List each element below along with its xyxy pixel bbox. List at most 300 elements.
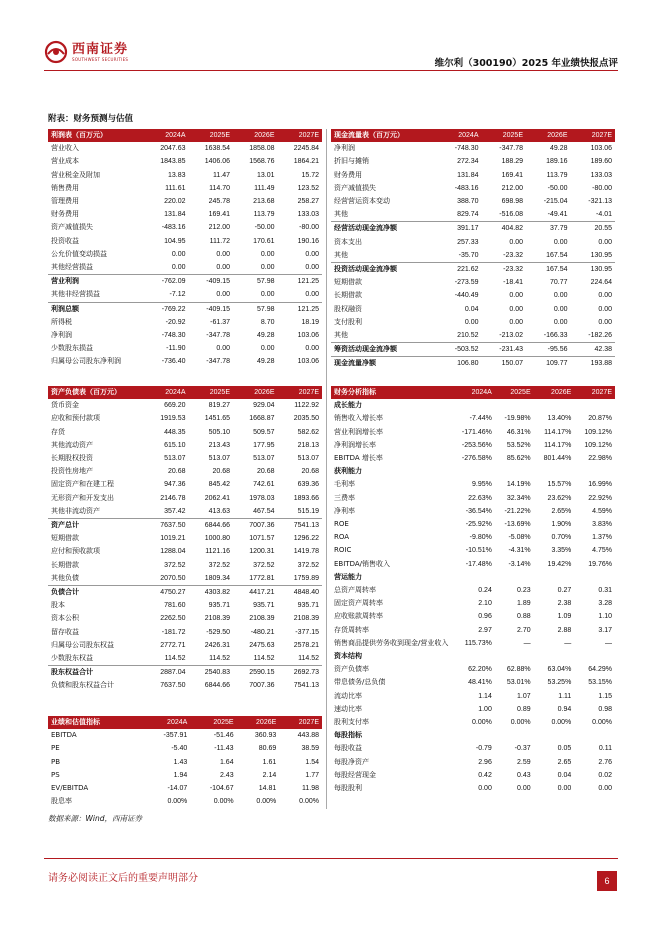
cell-value: 131.84 xyxy=(164,211,186,219)
table-row xyxy=(48,612,322,625)
row-label: 股本 xyxy=(51,601,65,610)
cell-value: -5.08% xyxy=(508,534,531,542)
cell-value: 0.00% xyxy=(510,719,531,727)
cell-value: 1.77 xyxy=(305,771,319,779)
cell-value: 53.52% xyxy=(506,441,531,449)
year-header: 2025E xyxy=(482,129,527,142)
table-row xyxy=(48,626,322,639)
cell-value: 2.96 xyxy=(478,758,492,766)
cell-value: -529.50 xyxy=(206,628,230,636)
year-header: 2025E xyxy=(189,386,234,399)
cell-value: 1.15 xyxy=(598,692,612,700)
cell-value: -409.15 xyxy=(189,302,234,316)
cell-value: 0.00 xyxy=(216,264,230,272)
year-header: 2024A xyxy=(451,386,494,399)
cell-value: 1.64 xyxy=(219,758,234,766)
row-label: 股利支付率 xyxy=(334,718,369,727)
cell-value: 0.00 xyxy=(598,238,612,246)
cell-value: 505.10 xyxy=(208,428,230,436)
cell-value: -49.41 xyxy=(547,211,568,219)
year-header: 2025E xyxy=(189,129,234,142)
table-row xyxy=(48,288,322,302)
cell-value: 16.99% xyxy=(588,481,612,489)
cell-value: 0.00 xyxy=(553,305,568,313)
cell-value: -0.37 xyxy=(514,745,531,753)
cell-value: 167.54 xyxy=(526,263,571,277)
cell-value: 515.19 xyxy=(297,507,319,515)
cell-value: 0.00 xyxy=(260,264,275,272)
cell-value: 2108.39 xyxy=(249,615,275,623)
year-header: 2024A xyxy=(144,386,189,399)
cell-value: 20.68 xyxy=(167,468,186,476)
row-label: 存货 xyxy=(51,427,65,436)
cell-value: 2.76 xyxy=(598,758,612,766)
row-label: 短期借款 xyxy=(51,534,79,543)
cell-value: -7.44% xyxy=(469,415,492,423)
cell-value: 829.74 xyxy=(457,211,479,219)
cell-value: 2.88 xyxy=(557,626,572,634)
row-label: PE xyxy=(51,744,60,753)
cell-value: 8.70 xyxy=(260,318,275,326)
cell-value: 1.90% xyxy=(551,521,572,529)
cell-value: 0.27 xyxy=(557,587,572,595)
row-label: 归属母公司股东权益 xyxy=(51,640,114,649)
cell-value: -4.31% xyxy=(508,547,531,555)
cell-value: 272.34 xyxy=(457,158,479,166)
cell-value xyxy=(495,571,534,584)
cell-value: 1759.89 xyxy=(293,574,319,582)
table-row xyxy=(48,769,322,782)
table-row xyxy=(331,195,615,208)
cell-value: 85.62% xyxy=(506,455,531,463)
cell-value: 0.00 xyxy=(305,264,319,272)
cell-value: 103.06 xyxy=(297,358,319,366)
cell-value: -480.21 xyxy=(250,628,275,636)
cell-value: 0.00 xyxy=(598,785,612,793)
cell-value: 0.89 xyxy=(517,705,531,713)
cell-value: -276.58% xyxy=(461,455,492,463)
table-row xyxy=(331,531,615,544)
table-row xyxy=(331,478,615,491)
cell-value: 2.43 xyxy=(219,771,234,779)
cell-value: -3.14% xyxy=(508,560,531,568)
cell-value: 15.57% xyxy=(547,481,572,489)
cell-value: 22.98% xyxy=(588,455,612,463)
cell-value: 947.36 xyxy=(164,481,186,489)
cell-value: 220.02 xyxy=(164,198,186,206)
cell-value: 935.71 xyxy=(253,602,275,610)
row-label: 管理费用 xyxy=(51,197,79,206)
row-label: 其他 xyxy=(334,250,348,259)
logo-en: SOUTHWEST SECURITIES xyxy=(72,56,129,62)
row-label: 留存收益 xyxy=(51,627,79,636)
cell-value: 467.54 xyxy=(253,507,275,515)
cell-value: 0.00 xyxy=(216,345,230,353)
table-row xyxy=(331,316,615,329)
cell-value: -483.16 xyxy=(454,184,479,192)
cell-value: 63.04% xyxy=(547,666,572,674)
cell-value xyxy=(574,571,615,584)
cell-value: 38.59 xyxy=(301,745,319,753)
cell-value xyxy=(534,399,575,412)
cell-value: 53.01% xyxy=(506,679,531,687)
table-row xyxy=(48,355,322,368)
table-row xyxy=(48,742,322,755)
cell-value: 0.43 xyxy=(517,771,531,779)
row-label: ROE xyxy=(334,520,349,529)
cell-value: 801.44% xyxy=(543,455,572,463)
table-row xyxy=(331,544,615,557)
cell-value: 372.52 xyxy=(164,561,186,569)
cell-value: 258.27 xyxy=(297,198,319,206)
table-row xyxy=(331,142,615,155)
table-row xyxy=(48,572,322,586)
cell-value: 360.93 xyxy=(254,732,277,740)
cell-value: 639.36 xyxy=(297,481,319,489)
cell-value: 133.03 xyxy=(590,171,612,179)
cell-value: -21.22% xyxy=(504,507,531,515)
table-row xyxy=(48,756,322,769)
table-row xyxy=(331,263,615,277)
cell-value: 221.62 xyxy=(437,263,482,277)
table-row xyxy=(48,342,322,355)
cell-value: 3.83% xyxy=(592,521,612,529)
cell-value: 2540.83 xyxy=(189,666,234,680)
row-label: 其他流动资产 xyxy=(51,440,93,449)
appendix-title: 附表：财务预测与估值 xyxy=(48,114,134,124)
cell-value: 218.13 xyxy=(297,441,319,449)
cell-value: -483.16 xyxy=(161,224,186,232)
table-row xyxy=(331,716,615,729)
cell-value: 0.00 xyxy=(305,291,319,299)
cell-value: 845.42 xyxy=(208,481,230,489)
table-row xyxy=(48,235,322,248)
row-label: 资产总计 xyxy=(48,519,144,533)
cell-value xyxy=(534,571,575,584)
financial-ratios-table xyxy=(331,386,615,795)
cell-value: 109.12% xyxy=(584,441,612,449)
table-row xyxy=(331,703,615,716)
cell-value: 114.52 xyxy=(253,655,275,663)
cell-value: 0.23 xyxy=(517,587,531,595)
row-label: 财务费用 xyxy=(51,210,79,219)
table-row xyxy=(48,155,322,168)
row-label: 流动比率 xyxy=(334,691,362,700)
table-row xyxy=(48,275,322,289)
cell-value: 2108.39 xyxy=(204,615,230,623)
cell-value: 0.11 xyxy=(598,745,612,753)
cell-value: 20.68 xyxy=(212,468,230,476)
table-row xyxy=(48,532,322,545)
row-label: 其他 xyxy=(334,210,348,219)
table-row xyxy=(331,452,615,465)
table-row xyxy=(48,492,322,505)
cell-value: 2262.50 xyxy=(160,615,186,623)
cell-value: 189.16 xyxy=(546,158,568,166)
row-label: 财务费用 xyxy=(334,170,362,179)
cell-value: 245.78 xyxy=(208,198,230,206)
cell-value: 169.41 xyxy=(501,171,523,179)
cell-value: 70.77 xyxy=(549,279,568,287)
cell-value: 212.00 xyxy=(501,184,523,192)
cell-value: 1858.08 xyxy=(249,145,275,153)
cell-value xyxy=(534,465,575,478)
row-label: 无形资产和开发支出 xyxy=(51,493,114,502)
cell-value: -347.78 xyxy=(206,358,230,366)
cell-value: -273.59 xyxy=(454,279,479,287)
row-label: EBITDA/销售收入 xyxy=(334,559,390,568)
cell-value: 2.97 xyxy=(478,626,492,634)
row-label: 短期借款 xyxy=(334,278,362,287)
table-row xyxy=(331,303,615,316)
cell-value: 1.89 xyxy=(517,600,531,608)
table-row xyxy=(331,182,615,195)
cell-value: -357.91 xyxy=(163,732,188,740)
cell-value: 121.25 xyxy=(278,275,323,289)
cell-value: 13.40% xyxy=(547,415,572,423)
table-row xyxy=(48,142,322,155)
cell-value: 167.54 xyxy=(546,251,568,259)
table-header-row xyxy=(331,129,615,142)
cell-value: 0.00 xyxy=(305,345,319,353)
cell-value: 13.01 xyxy=(256,171,275,179)
cell-value: 742.61 xyxy=(253,481,275,489)
cell-value: 372.52 xyxy=(253,561,275,569)
cell-value: 109.12% xyxy=(584,428,612,436)
row-label: 净利润 xyxy=(51,331,72,340)
cell-value: 0.00 xyxy=(216,291,230,299)
cell-value: 189.60 xyxy=(590,158,612,166)
cell-value: 3.17 xyxy=(598,626,612,634)
cell-value: 1.14 xyxy=(478,692,492,700)
cell-value: 14.81 xyxy=(258,785,277,793)
cell-value: 18.19 xyxy=(301,318,319,326)
row-label: 营业利润 xyxy=(48,275,144,289)
row-label: 每股经营现金 xyxy=(334,770,376,779)
table-row xyxy=(331,329,615,343)
cell-value: -253.56% xyxy=(461,441,492,449)
cell-value: 53.15% xyxy=(588,679,612,687)
row-label: 资产减值损失 xyxy=(334,183,376,192)
table-row xyxy=(331,289,615,302)
row-label: 长期借款 xyxy=(334,291,362,300)
cell-value: 2035.50 xyxy=(293,415,319,423)
cell-value: 213.68 xyxy=(253,198,275,206)
cell-value: 62.20% xyxy=(468,666,492,674)
cell-value: 669.20 xyxy=(164,402,186,410)
cell-value xyxy=(574,465,615,478)
cell-value: 1288.04 xyxy=(160,548,186,556)
table-row xyxy=(48,559,322,572)
row-label: 带息债务/总负债 xyxy=(334,678,386,687)
cell-value: -516.08 xyxy=(499,211,523,219)
cell-value: 23.62% xyxy=(547,494,572,502)
row-label: 营业收入 xyxy=(51,144,79,153)
table-row xyxy=(331,769,615,782)
cell-value: 6844.66 xyxy=(204,682,230,690)
cell-value: 0.98 xyxy=(598,705,612,713)
cell-value: 104.95 xyxy=(164,237,186,245)
cell-value: 0.00 xyxy=(305,250,319,258)
cell-value: -0.79 xyxy=(475,745,492,753)
cell-value xyxy=(451,399,494,412)
cell-value: 615.10 xyxy=(164,441,186,449)
row-label: 固定资产和在建工程 xyxy=(51,480,114,489)
row-label: 股权融资 xyxy=(334,304,362,313)
cell-value: 1.37% xyxy=(592,534,612,542)
cell-value: 22.63% xyxy=(468,494,492,502)
year-header: 2025E xyxy=(190,716,236,729)
row-label: 资本结构 xyxy=(334,652,362,661)
cell-value: 443.88 xyxy=(297,732,319,740)
row-label: 筹资活动现金流净额 xyxy=(331,343,437,357)
table-row xyxy=(48,261,322,275)
row-label: 应付和预收款项 xyxy=(51,547,100,556)
row-label: 销售费用 xyxy=(51,183,79,192)
cell-value: 7007.36 xyxy=(249,682,275,690)
table-row xyxy=(48,412,322,425)
row-label: 现金流量净额 xyxy=(331,357,437,371)
row-label: 资本公积 xyxy=(51,614,79,623)
cell-value: 0.00 xyxy=(509,318,523,326)
cell-value: 48.41% xyxy=(468,679,492,687)
cell-value: 111.72 xyxy=(209,237,230,245)
row-label: 每股指标 xyxy=(334,731,362,740)
table-row xyxy=(48,399,322,412)
row-label: EBITDA xyxy=(51,731,77,740)
cell-value: 49.28 xyxy=(256,332,275,340)
table-row xyxy=(331,208,615,222)
cell-value: 20.68 xyxy=(301,468,319,476)
cell-value: 2.70 xyxy=(517,626,531,634)
cell-value: 582.62 xyxy=(297,428,319,436)
cell-value: 80.69 xyxy=(258,745,277,753)
cell-value: 513.07 xyxy=(297,455,319,463)
row-label: 折旧与摊销 xyxy=(334,157,369,166)
cell-value: 935.71 xyxy=(208,602,230,610)
cell-value: 781.60 xyxy=(164,602,186,610)
cell-value: 2070.50 xyxy=(160,574,186,582)
table-row xyxy=(331,505,615,518)
row-label: 固定资产周转率 xyxy=(334,599,383,608)
cell-value: -377.15 xyxy=(295,628,319,636)
cell-value: 0.88 xyxy=(517,613,531,621)
cell-value: 193.88 xyxy=(571,357,616,371)
cell-value: 0.00 xyxy=(464,318,479,326)
cell-value: 113.79 xyxy=(253,211,275,219)
table-row xyxy=(331,571,615,584)
cell-value: 7637.50 xyxy=(144,519,189,533)
table-row xyxy=(331,584,615,597)
valuation-table xyxy=(48,716,322,808)
row-label: 归属母公司股东净利润 xyxy=(51,357,121,366)
cell-value: 19.76% xyxy=(588,560,612,568)
year-header: 2026E xyxy=(233,386,278,399)
row-label: 少数股东损益 xyxy=(51,344,93,353)
cell-value: 4417.21 xyxy=(233,586,278,600)
cell-value: 106.80 xyxy=(437,357,482,371)
row-label: 投资性房地产 xyxy=(51,467,93,476)
cell-value: 2590.15 xyxy=(233,666,278,680)
cell-value: 0.00 xyxy=(598,318,612,326)
row-label: ROIC xyxy=(334,546,352,555)
cell-value: — xyxy=(564,639,572,647)
row-label: EV/EBITDA xyxy=(51,784,89,793)
row-label: ROA xyxy=(334,533,350,542)
cell-value: 109.77 xyxy=(526,357,571,371)
cell-value: -20.92 xyxy=(165,318,186,326)
row-label: PB xyxy=(51,757,61,766)
table-row xyxy=(331,426,615,439)
table-row xyxy=(48,599,322,612)
table-row xyxy=(331,624,615,637)
cell-value: 2.65 xyxy=(557,758,572,766)
cell-value: 130.95 xyxy=(571,263,616,277)
cell-value: 0.00 xyxy=(478,785,492,793)
cell-value: -50.00 xyxy=(547,184,568,192)
cell-value xyxy=(495,465,534,478)
row-label: 获利能力 xyxy=(334,467,362,476)
row-label: 应收和预付款项 xyxy=(51,414,100,423)
row-label: 投资活动现金流净额 xyxy=(331,263,437,277)
table-row xyxy=(48,652,322,666)
cell-value: 1.11 xyxy=(558,692,572,700)
row-label: 净利润增长率 xyxy=(334,440,376,449)
cell-value: 2772.71 xyxy=(160,641,186,649)
report-title: 维尔利（300190）2025 年业绩快报点评 xyxy=(434,58,618,69)
cell-value: 121.25 xyxy=(278,302,323,316)
cell-value: 0.00 xyxy=(517,785,531,793)
cell-value: 0.00 xyxy=(509,238,523,246)
table-row xyxy=(48,208,322,221)
cell-value: 0.05 xyxy=(557,745,572,753)
row-label: 少数股东权益 xyxy=(51,654,93,663)
cell-value: 1978.03 xyxy=(249,494,275,502)
row-label: 利润总额 xyxy=(48,302,144,316)
cell-value: 114.17% xyxy=(544,441,572,449)
cell-value: 7637.50 xyxy=(160,682,186,690)
row-label: PS xyxy=(51,770,60,779)
table-title: 现金流量表（百万元） xyxy=(331,129,437,142)
cell-value: 114.52 xyxy=(298,655,319,663)
table-row xyxy=(48,795,322,808)
cell-value: -9.80% xyxy=(469,534,492,542)
row-label: 总资产周转率 xyxy=(334,586,376,595)
cell-value: -182.26 xyxy=(588,332,612,340)
cell-value: 1121.16 xyxy=(205,548,230,556)
cell-value: 42.38 xyxy=(571,343,616,357)
cell-value: 1.61 xyxy=(262,758,277,766)
cell-value: 1864.21 xyxy=(293,158,319,166)
page-header xyxy=(0,0,662,70)
table-header-row xyxy=(331,386,615,399)
table-row xyxy=(48,426,322,439)
table-row xyxy=(48,248,322,261)
cell-value: 0.00% xyxy=(299,798,319,806)
table-row xyxy=(331,412,615,425)
year-header: 2027E xyxy=(278,386,323,399)
row-label: 三费率 xyxy=(334,493,355,502)
cell-value xyxy=(495,650,534,663)
cell-value: 3.28 xyxy=(598,600,612,608)
cell-value xyxy=(451,571,494,584)
cell-value: 114.70 xyxy=(209,184,230,192)
page-number: 6 xyxy=(597,871,617,891)
cell-value: 2692.73 xyxy=(278,666,323,680)
table-row xyxy=(331,236,615,249)
cell-value: 2.14 xyxy=(262,771,277,779)
cell-value: 372.52 xyxy=(208,561,230,569)
